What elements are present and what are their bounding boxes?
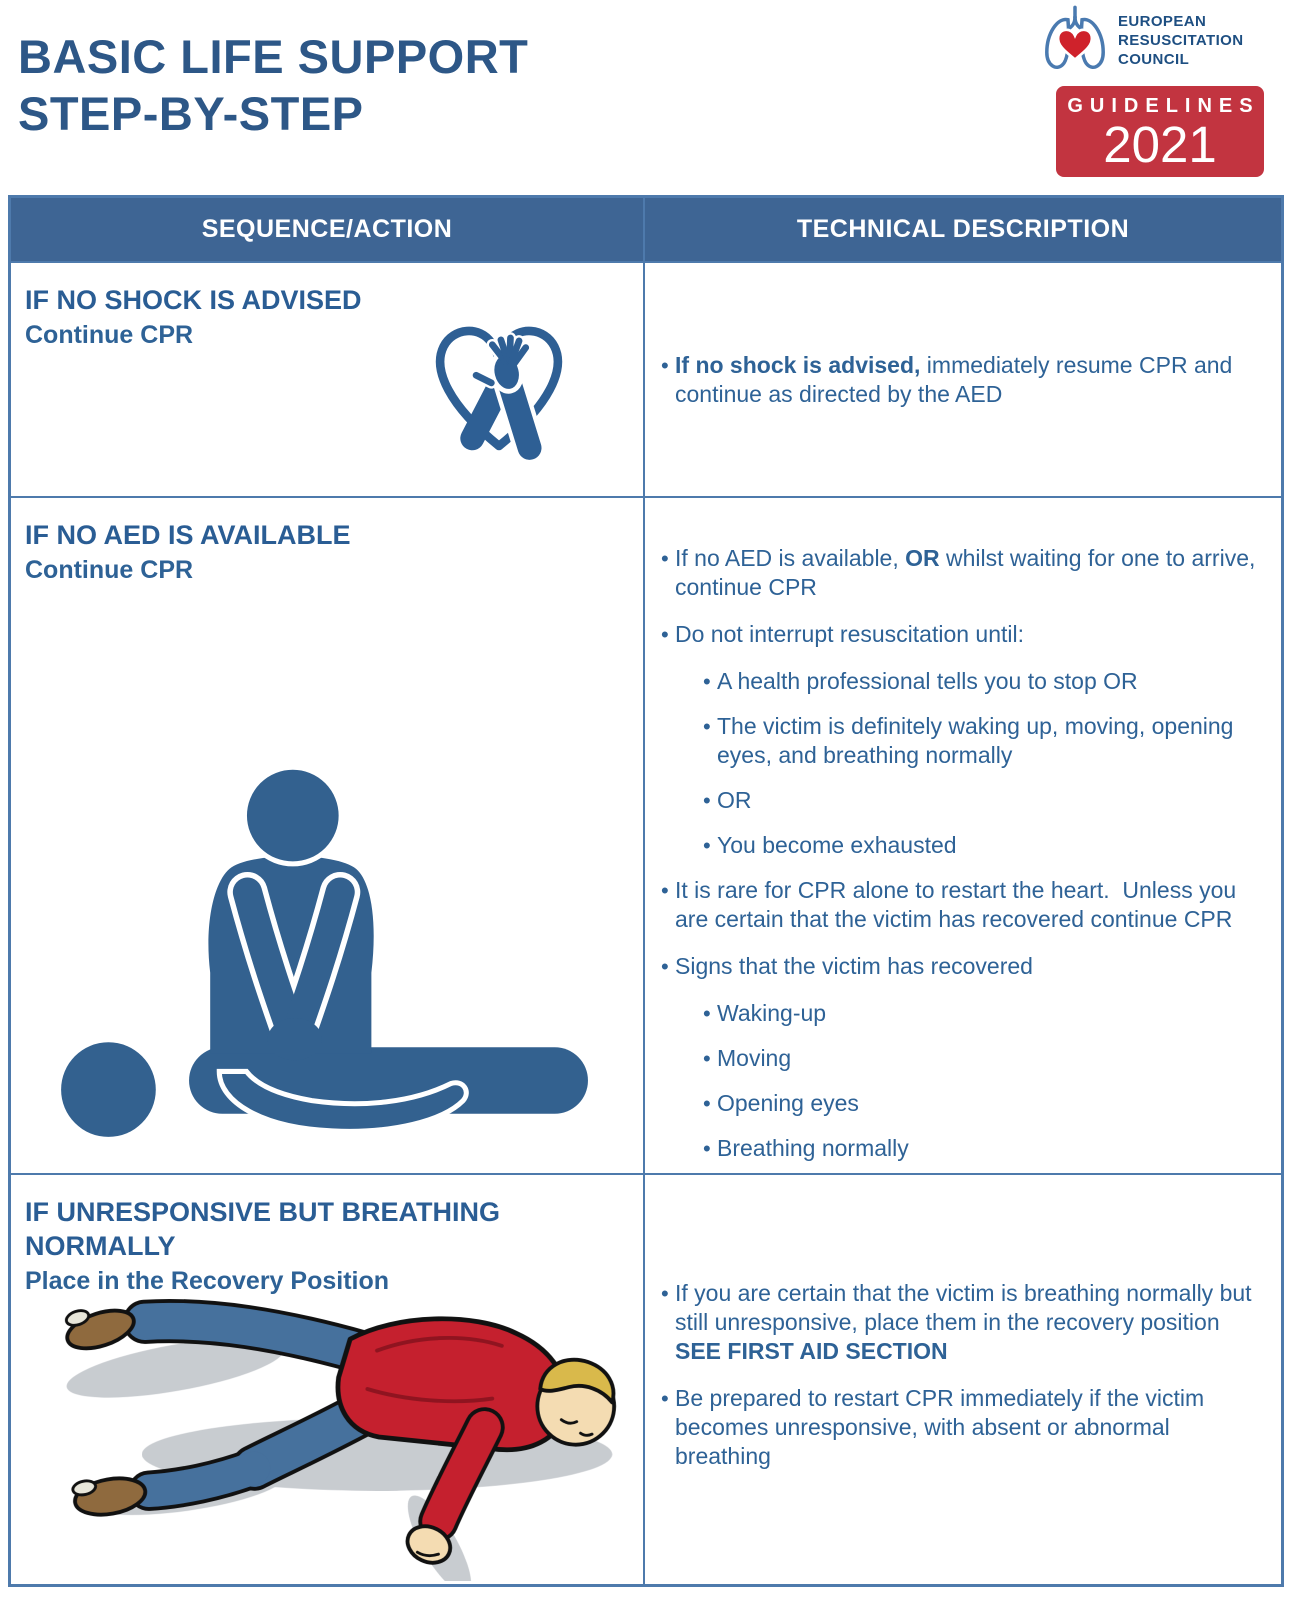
bullet-item [703,1134,1269,1163]
row-no-aed-action-cell [11,496,645,1173]
bullet-text: OR [717,787,752,813]
bullet-dot: • [703,1091,711,1116]
bullet-dot: • [703,788,711,813]
bullet-item [661,351,1269,409]
row-no-aed-description-cell [645,496,1281,1173]
cpr-compressions-illustration [37,739,603,1147]
bls-table [8,195,1284,1587]
hands-on-heart-icon [413,295,585,467]
bullet-dot: • [703,1001,711,1026]
bullet-text: Signs that the victim has recovered [675,953,1033,979]
row-no-shock-action-cell [11,261,645,496]
recovery-position-illustration [19,1293,639,1581]
bullet-text: Breathing normally [717,1135,909,1161]
bullet-dot: • [661,1386,669,1411]
erc-org-line2: RESUSCITATION [1118,32,1244,49]
action-subtitle: Place in the Recovery Position [25,1267,390,1295]
bullet-item [703,667,1269,696]
action-title: IF NO AED IS AVAILABLE [25,520,351,550]
bullet-dot: • [703,833,711,858]
bullet-text: If you are certain that the victim is breathing normally but still unresponsive, place them in the recovery position SEE FIRST AID SECTION [675,1280,1258,1364]
heart-glyph [1058,30,1092,60]
bullet-item [661,952,1269,981]
action-subtitle: Continue CPR [25,556,194,584]
guidelines-year: 2021 [1103,116,1217,173]
bullet-text: Moving [717,1045,792,1071]
column-header-label: TECHNICAL DESCRIPTION [796,215,1130,243]
erc-org-line3: COUNCIL [1118,51,1190,68]
bullet-dot: • [661,1281,669,1306]
bullet-dot: • [661,954,669,979]
bullet-text: Waking-up [717,1000,827,1026]
bullet-text: If no shock is advised, immediately resume CPR and continue as directed by the AED [675,352,1246,407]
bullet-text: Do not interrupt resuscitation until: [675,621,1025,647]
action-subtitle: Continue CPR [25,321,194,349]
bullet-dot: • [661,878,669,903]
column-header-sequence-action [11,198,645,261]
bullet-item [661,876,1269,934]
page-title-line1: BASIC LIFE SUPPORT [18,30,529,83]
erc-logo-top [1038,6,1270,78]
bullet-dot: • [703,669,711,694]
erc-org-name [1118,6,1243,69]
action-title: IF UNRESPONSIVE BUT BREATHING NORMALLY [25,1197,501,1261]
erc-logo [1038,6,1270,177]
row-recovery-description-cell [645,1173,1281,1584]
bullet-text: A health professional tells you to stop OR [717,668,1138,694]
bullet-item [661,544,1269,602]
erc-org-line1: EUROPEAN [1118,13,1207,30]
bullet-item [703,999,1269,1028]
row-recovery-action-cell [11,1173,645,1584]
page-title-line2: STEP-BY-STEP [18,87,364,140]
lungs-heart-icon [1038,2,1112,78]
bullet-item [661,1384,1269,1471]
bullet-list [645,1175,1281,1471]
bullet-text: You become exhausted [717,832,957,858]
bullet-item [661,1279,1269,1366]
bullet-item [703,831,1269,860]
bullet-list [645,498,1281,1163]
page-title [18,28,528,142]
bullet-dot: • [703,1046,711,1071]
bullet-item [703,712,1269,770]
bullet-list [645,263,1281,409]
bullet-text: The victim is definitely waking up, moving, opening eyes, and breathing normally [717,713,1240,768]
column-header-technical-description [645,198,1281,261]
bullet-item [703,1044,1269,1073]
bullet-text: Opening eyes [717,1090,859,1116]
bullet-item [703,786,1269,815]
row-no-shock-description-cell [645,261,1281,496]
bullet-text: It is rare for CPR alone to restart the heart. Unless you are certain that the victim has recovered continue CPR [675,877,1243,932]
bullet-item [661,620,1269,649]
bullet-text: Be prepared to restart CPR immediately if the victim becomes unresponsive, with absent or abnormal breathing [675,1385,1211,1469]
column-header-label: SEQUENCE/ACTION [201,215,453,243]
bullet-dot: • [661,622,669,647]
guidelines-banner [1056,86,1264,177]
bullet-item [703,1089,1269,1118]
bullet-dot: • [703,1136,711,1161]
bullet-dot: • [661,353,669,378]
bullet-text: If no AED is available, OR whilst waiting for one to arrive, continue CPR [675,545,1262,600]
guidelines-label: GUIDELINES [1067,95,1260,117]
bullet-dot: • [661,546,669,571]
action-title: IF NO SHOCK IS ADVISED [25,285,362,315]
bullet-dot: • [703,714,711,739]
